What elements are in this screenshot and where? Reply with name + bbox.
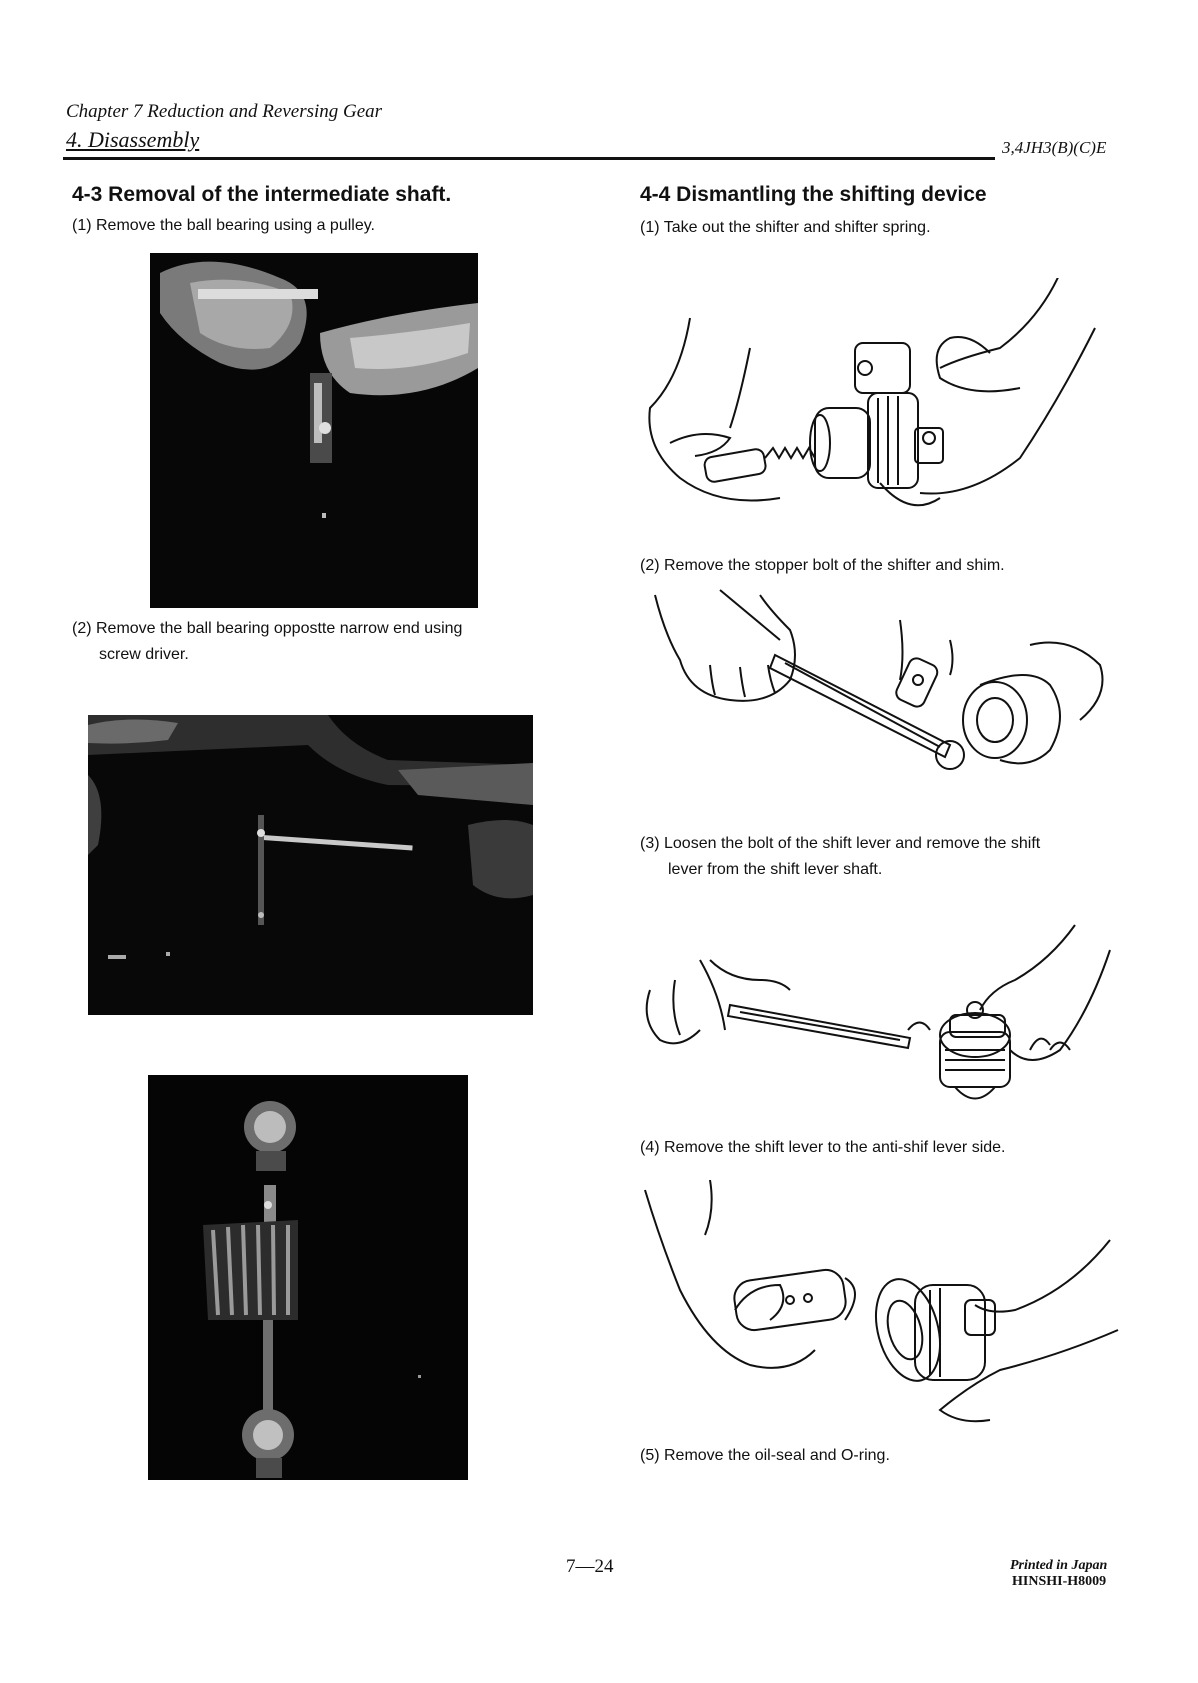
figure-shift-lever-removal [640,1180,1120,1425]
step-4-4-5: (5) Remove the oil-seal and O-ring. [640,1447,890,1464]
heading-4-4: 4-4 Dismantling the shifting device [640,183,987,206]
photo-screwdriver-removal [88,715,533,1015]
step-4-3-1: (1) Remove the ball bearing using a pulley. [72,217,375,234]
section-title: 4. Disassembly [66,127,200,152]
step-4-4-3-line2: lever from the shift lever shaft. [668,861,883,878]
heading-4-3: 4-3 Removal of the intermediate shaft. [72,183,452,206]
step-4-3-2-line1: (2) Remove the ball bearing oppostte narrow end using [72,620,463,637]
model-code: 3,4JH3(B)(C)E [1002,138,1107,157]
page-number: 7—24 [566,1556,614,1577]
figure-shifter-removal [640,278,1100,528]
document-code: HINSHI-H8009 [1012,1574,1107,1589]
step-4-4-3 [640,831,1130,883]
chapter-title: Chapter 7 Reduction and Reversing Gear [66,101,383,122]
step-4-3-2-line2: screw driver. [99,646,189,663]
figure-stopper-bolt-removal [650,585,1110,820]
step-4-4-4: (4) Remove the shift lever to the anti-shif lever side. [640,1139,1006,1156]
photo-intermediate-shaft [148,1075,468,1480]
step-4-4-2: (2) Remove the stopper bolt of the shifter and shim. [640,557,1005,574]
step-4-4-3-line1: (3) Loosen the bolt of the shift lever and remove the shift [640,835,1041,852]
step-4-4-1: (1) Take out the shifter and shifter spring. [640,219,931,236]
photo-pulley-removal [150,253,478,608]
figure-shift-lever-loosen [630,920,1120,1120]
step-4-3-2 [72,616,562,668]
header-rule [63,157,995,160]
printed-note: Printed in Japan [1010,1558,1108,1573]
